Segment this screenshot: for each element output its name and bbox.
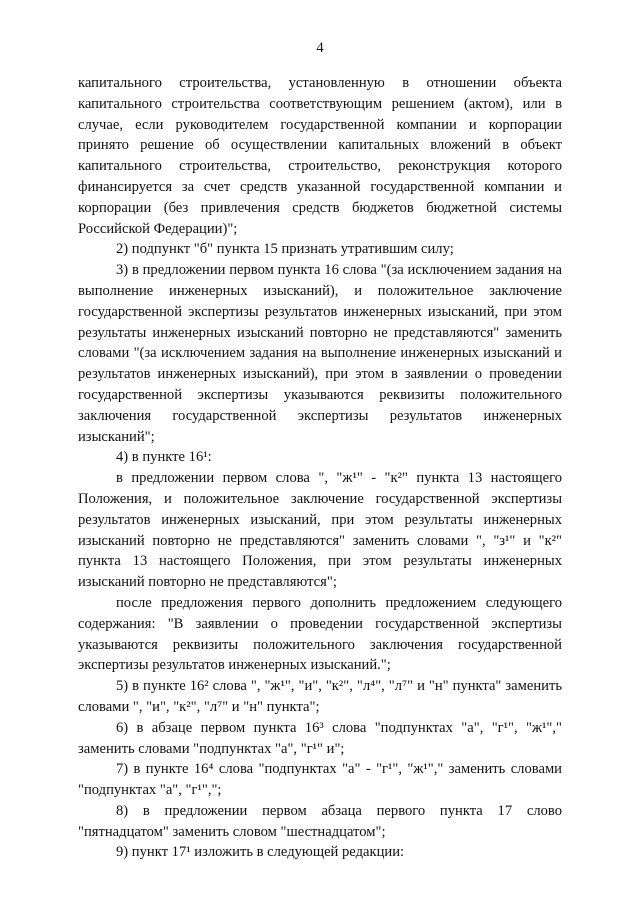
paragraph-item-4-sub-1: в предложении первом слова ", "ж¹" - "к²" пункта 13 настоящего Положения, и положительное заключение государственной экспертизы результатов инженерных изысканий, при этом результаты инженерных изысканий повторно не представляются" заменить словами ", "з¹" и "к²" пункта 13 настоящего Положения, при этом результаты инженерных изысканий повторно не представляются"; [78, 470, 562, 591]
paragraph-item-7: 7) в пункте 16⁴ слова "подпунктах "а" - "г¹", "ж¹"," заменить словами "подпунктах "а", "г¹","; [78, 761, 562, 799]
paragraph-item-2: 2) подпункт "б" пункта 15 признать утратившим силу; [116, 241, 454, 258]
paragraph-item-9: 9) пункт 17¹ изложить в следующей редакции: [116, 844, 405, 861]
paragraph-item-8: 8) в предложении первом абзаца первого пункта 17 слово "пятнадцатом" заменить словом "шестнадцатом"; [78, 802, 562, 840]
paragraph-item-5: 5) в пункте 16² слова ", "ж¹", "и", "к²", "л⁴", "л⁷" и "н" пункта" заменить словами ", "и", "к²", "л⁷" и "н" пункта"; [78, 678, 562, 715]
page-number: 4 [316, 40, 324, 56]
paragraph-item-3: 3) в предложении первом пункта 16 слова "(за исключением задания на выполнение инженерных изысканий), и положительное заключение государственной экспертизы результатов инженерных изысканий, при этом результаты инженерных изысканий повторно не представляются" заменить словами "(за исключением задания на выполнение инженерных изысканий и результатов инженерных изысканий), при этом в заявлении о проведении государственной экспертизы указываются реквизиты положительного заключения государственной экспертизы результатов инженерных изысканий"; [78, 262, 562, 445]
paragraph-continuation: капитального строительства, установленную в отношении объекта капитального строительства соответствующим решением (актом), или в случае, если руководителем государственной компании и корпорации принято решение об осуществлении капитальных вложений в объект капитального строительства, строительство, реконструкция которого финансируется за счет средств указанной государственной компании и корпорации (без привлечения средств бюджетов бюджетной системы Российской Федерации)"; [78, 75, 562, 237]
paragraph-item-4-sub-2: после предложения первого дополнить предложением следующего содержания: "В заявлении о проведении государственной экспертизы указываются реквизиты положительного заключения государственной экспертизы результатов инженерных изысканий."; [78, 594, 562, 674]
document-body [78, 73, 562, 863]
paragraph-item-6: 6) в абзаце первом пункта 16³ слова "подпунктах "а", "г¹", "ж¹"," заменить словами "подпунктах "а", "г¹" и"; [78, 719, 562, 757]
paragraph-item-4: 4) в пункте 16¹: [116, 449, 212, 466]
